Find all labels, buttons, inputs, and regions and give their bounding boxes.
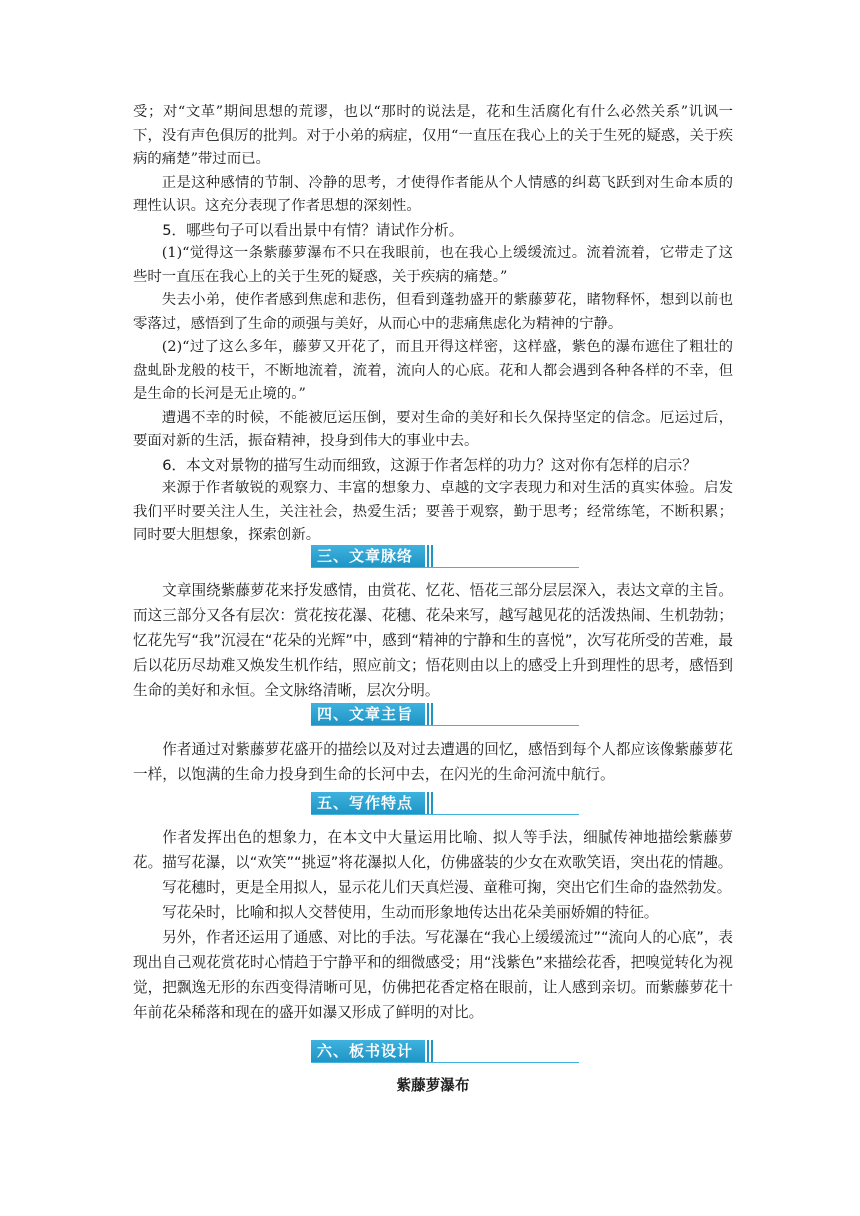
decor-bar	[431, 1040, 433, 1062]
paragraph: 文章围绕紫藤萝花来抒发感情，由赏花、忆花、悟花三部分层层深入，表达文章的主旨。而这三部分又各有层次：赏花按花瀑、花穗、花朵来写，越写越见花的活泼热闹、生机勃勃；忆花先写“我”沉浸在“花朵的光辉”中，感到“精神的宁静和生的喜悦”，次写花所受的苦难，最后以花历尽劫难又焕发生机作结，照应前文；悟花则由以上的感受上升到理性的思考，感悟到生命的美好和永恒。全文脉络清晰，层次分明。	[133, 582, 733, 699]
paragraph: 写花朵时，比喻和拟人交替使用，生动而形象地传达出花朵美丽娇媚的特征。	[162, 904, 659, 921]
decor-bar	[427, 703, 429, 725]
paragraph: 正是这种感情的节制、冷静的思考，才使得作者能从个人情感的纠葛飞跃到对生命本质的理性认识。这充分表现了作者思想的深刻性。	[133, 174, 733, 214]
decor-bar	[431, 703, 433, 725]
section-rule	[311, 814, 579, 815]
section-rule	[311, 1062, 579, 1063]
paragraph: 作者通过对紫藤萝花盛开的描绘以及对过去遭遇的回忆，感悟到每个人都应该像紫藤萝花一样，以饱满的生命力投身到生命的长河中去，在闪光的生命河流中航行。	[133, 741, 733, 783]
section-label: 五、写作特点	[311, 792, 425, 814]
section-heading-structure	[311, 543, 581, 569]
analysis-2: 遭遇不幸的时候，不能被厄运压倒，要对生命的美好和长久保持坚定的信念。厄运过后，要面对新的生活，振奋精神，投身到伟大的事业中去。	[133, 409, 733, 449]
board-title: 紫藤萝瀑布	[396, 1077, 470, 1094]
quote-1: (1)“觉得这一条紫藤萝瀑布不只在我眼前，也在我心上缓缓流过。流着流着，它带走了这些时一直压在我心上的关于生死的疑惑，关于疾病的痛楚。”	[133, 245, 733, 285]
decor-bar	[431, 545, 433, 567]
paragraph: 写花穗时，更是全用拟人，显示花儿们天真烂漫、童稚可掬，突出它们生命的盎然勃发。	[162, 879, 732, 896]
section-body-theme	[133, 737, 733, 787]
section-heading-features	[311, 790, 581, 816]
decor-bar	[431, 792, 433, 814]
section-heading-board	[311, 1038, 581, 1064]
decor-bar	[427, 545, 429, 567]
section-label: 六、板书设计	[311, 1040, 425, 1062]
decor-bar	[427, 1040, 429, 1062]
section-rule	[311, 567, 579, 568]
section-label: 三、文章脉络	[311, 545, 425, 567]
paragraph: 作者发挥出色的想象力，在本文中大量运用比喻、拟人等手法，细腻传神地描绘紫藤萝花。描写花瀑，以“欢笑”“挑逗”将花瀑拟人化，仿佛盛装的少女在欢歌笑语，突出花的情趣。	[133, 829, 733, 871]
section-body-structure	[133, 578, 733, 703]
section-body-features	[133, 825, 733, 1025]
decor-bar	[427, 792, 429, 814]
section-label: 四、文章主旨	[311, 703, 425, 725]
answer-6: 来源于作者敏锐的观察力、丰富的想象力、卓越的文字表现力和对生活的真实体验。启发我们平时要关注人生，关注社会，热爱生活；要善于观察，勤于思考；经常练笔，不断积累；同时要大胆想象，探索创新。	[133, 480, 733, 543]
paragraph: 另外，作者还运用了通感、对比的手法。写花瀑在“我心上缓缓流过”“流向人的心底”，表现出自己观花赏花时心情趋于宁静平和的细微感受；用“浅紫色”来描绘花香，把嗅觉转化为视觉，把飘逸无形的东西变得清晰可见，仿佛把花香定格在眼前，让人感到亲切。而紫藤萝花十年前花朵稀落和现在的盛开如瀑又形成了鲜明的对比。	[133, 929, 733, 1021]
quote-2: (2)“过了这么多年，藤萝又开花了，而且开得这样密，这样盛，紫色的瀑布遮住了粗壮的盘虬卧龙般的枝干，不断地流着，流着，流向人的心底。花和人都会遇到各种各样的不幸，但是生命的长河是无止境的。”	[133, 339, 733, 402]
answer-block-top	[133, 101, 733, 548]
section-heading-theme	[311, 701, 581, 727]
question-5: 5．哪些句子可以看出景中有情？请试作分析。	[162, 221, 464, 239]
analysis-1: 失去小弟，使作者感到焦虑和悲伤，但看到蓬勃盛开的紫藤萝花，睹物释怀，想到以前也零落过，感悟到了生命的顽强与美好，从而心中的悲痛焦虑化为精神的宁静。	[133, 292, 733, 332]
paragraph: 受；对“文革”期间思想的荒谬，也以“那时的说法是，花和生活腐化有什么必然关系”讥讽一下，没有声色俱厉的批判。对于小弟的病症，仅用“一直压在我心上的关于生死的疑惑，关于疾病的痛楚”带过而已。	[133, 104, 733, 167]
section-rule	[311, 725, 579, 726]
question-6: 6．本文对景物的描写生动而细致，这源于作者怎样的功力？这对你有怎样的启示？	[162, 456, 697, 474]
